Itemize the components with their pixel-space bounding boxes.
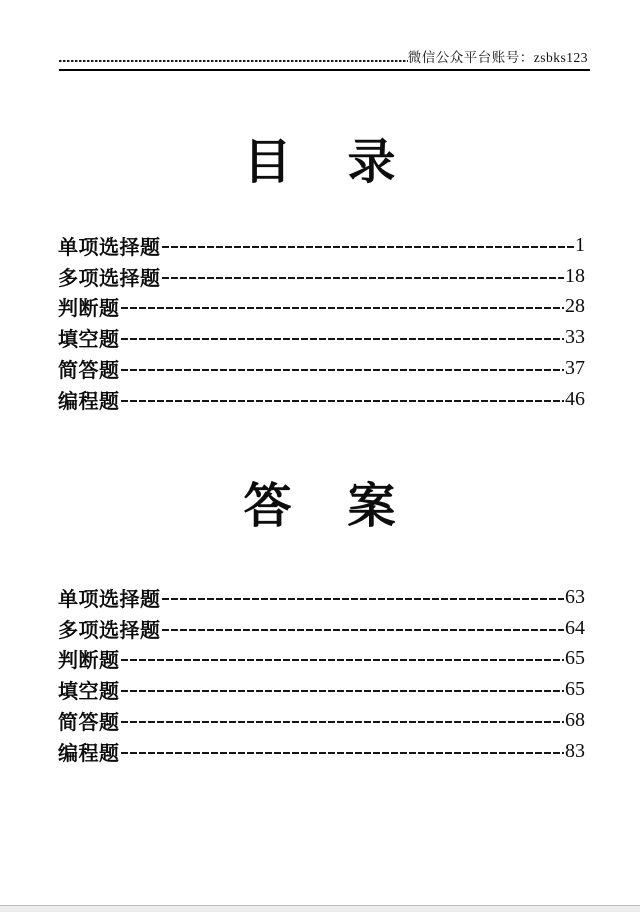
page-header [59,48,588,66]
answers-section-title: 答 案 [243,480,400,533]
toc-entry-page: 33 [565,326,585,349]
toc-entry-page: 18 [565,264,585,287]
answers-entry[interactable] [58,674,585,705]
dotted-leader [162,629,565,631]
toc-entry-label: 判断题 [58,298,120,321]
answers-list [58,582,585,767]
dotted-leader [121,752,565,754]
toc-entry[interactable] [58,261,585,292]
toc-entry[interactable] [58,384,585,415]
toc-list [58,230,585,415]
answers-entry-page: 68 [565,709,585,732]
dotted-leader [162,277,565,279]
toc-section-title: 目 录 [243,136,400,189]
answers-entry[interactable] [58,613,585,644]
header-account-label: 微信公众平台账号：zsbks123 [407,50,588,65]
answers-entry[interactable] [58,644,585,675]
toc-entry[interactable] [58,292,585,323]
answers-entry-label: 单项选择题 [58,588,161,611]
dotted-leader [121,400,565,402]
toc-entry[interactable] [58,322,585,353]
header-dashed-line [59,60,408,62]
toc-entry-label: 多项选择题 [58,267,161,290]
answers-entry-label: 多项选择题 [58,619,161,642]
dotted-leader [121,690,565,692]
answers-entry-label: 判断题 [58,650,120,673]
answers-entry-label: 简答题 [58,712,120,735]
dotted-leader [121,338,565,340]
toc-entry[interactable] [58,353,585,384]
answers-entry-page: 83 [565,739,585,762]
dotted-leader [121,721,565,723]
toc-entry-label: 编程题 [58,390,120,413]
answers-entry-label: 编程题 [58,742,120,765]
toc-entry-page: 46 [565,387,585,410]
answers-entry-page: 65 [565,678,585,701]
answers-entry-page: 64 [565,616,585,639]
toc-entry-page: 1 [575,233,585,256]
answers-entry-label: 填空题 [58,681,120,704]
answers-entry-page: 65 [565,647,585,670]
toc-entry-page: 37 [565,357,585,380]
dotted-leader [121,659,565,661]
answers-entry[interactable] [58,736,585,767]
answers-entry-page: 63 [565,585,585,608]
dotted-leader [121,369,565,371]
header-rule-line [59,69,590,71]
dotted-leader [162,246,575,248]
dotted-leader [162,598,565,600]
dotted-leader [121,307,565,309]
answers-entry[interactable] [58,582,585,613]
toc-entry-label: 单项选择题 [58,236,161,259]
toc-entry-page: 28 [565,295,585,318]
toc-entry[interactable] [58,230,585,261]
toc-entry-label: 简答题 [58,360,120,383]
answers-entry[interactable] [58,705,585,736]
page-bottom-edge [0,905,640,912]
toc-entry-label: 填空题 [58,329,120,352]
